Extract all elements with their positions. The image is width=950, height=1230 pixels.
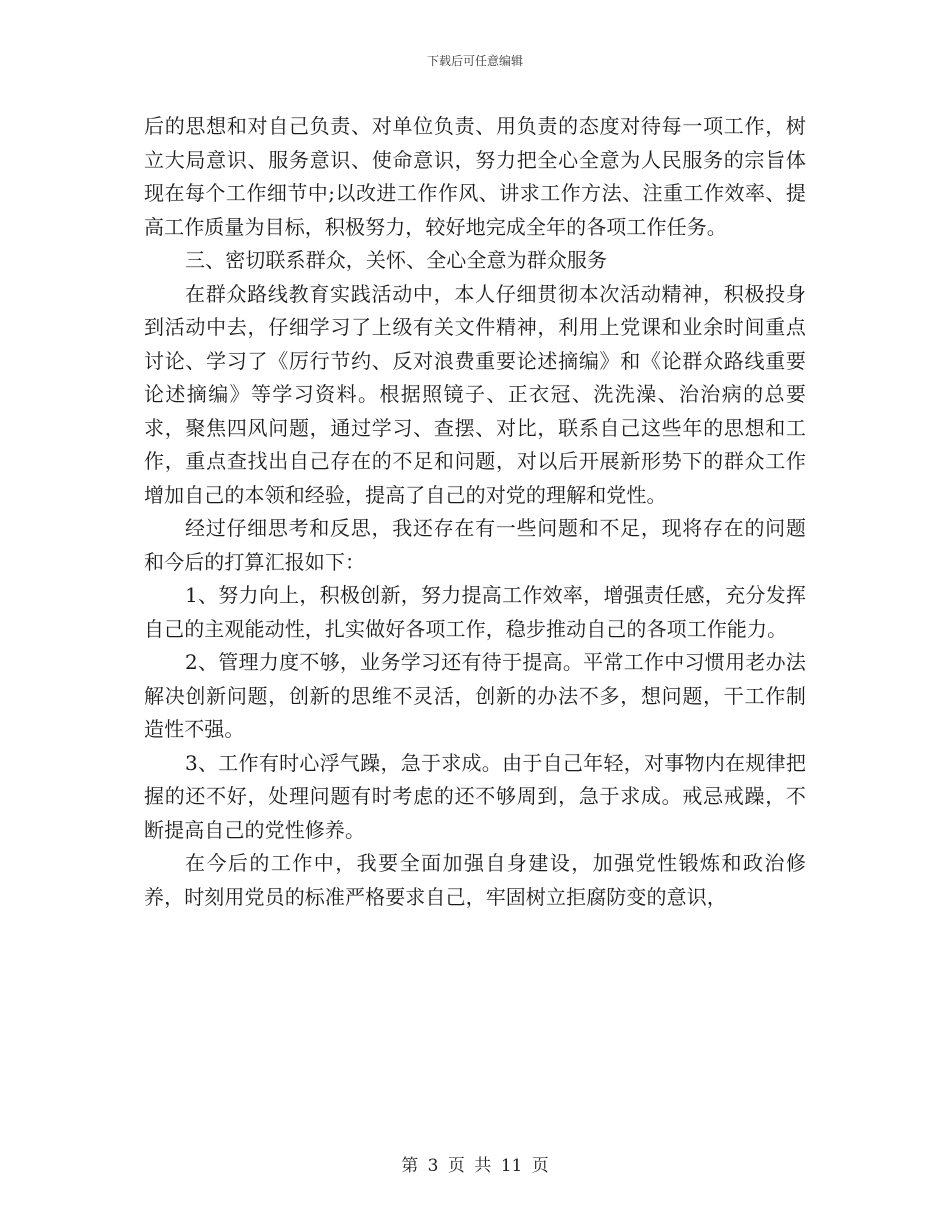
paragraph-future-work: 在今后的工作中，我要全面加强自身建设，加强党性锻炼和政治修养，时刻用党员的标准严格要求自己，牢固树立拒腐防变的意识， [144,851,806,909]
list-item-3: 3、工作有时心浮气躁，急于求成。由于自己年轻，对事物内在规律把握的还不好，处理问题有时考虑的还不够周到，急于求成。戒忌戒躁，不断提高自己的党性修养。 [144,750,806,842]
page-footer: 第 3 页 共 11 页 [401,1156,549,1176]
list-item-1: 1、努力向上，积极创新，努力提高工作效率，增强责任感，充分发挥自己的主观能动性，扎实做好各项工作，稳步推动自己的各项工作能力。 [144,583,806,641]
list-item-2: 2、管理力度不够，业务学习还有待于提高。平常工作中习惯用老办法解决创新问题，创新的思维不灵活，创新的办法不多，想问题，干工作制造性不强。 [144,650,806,741]
paragraph-continuation: 后的思想和对自己负责、对单位负责、用负责的态度对待每一项工作，树立大局意识、服务意识、使命意识，努力把全心全意为人民服务的宗旨体现在每个工作细节中;以改进工作作风、讲求工作方法、注重工作效率、提高工作质量为目标，积极努力，较好地完成全年的各项工作任务。 [144,114,806,239]
paragraph-education-activity: 在群众路线教育实践活动中，本人仔细贯彻本次活动精神，积极投身到活动中去，仔细学习了上级有关文件精神，利用上党课和业余时间重点讨论、学习了《厉行节约、反对浪费重要论述摘编》和《论群众路线重要论述摘编》等学习资料。根据照镜子、正衣冠、洗洗澡、治治病的总要求，聚焦四风问题，通过学习、查摆、对比，联系自己这些年的思想和工作，重点查找出自己存在的不足和问题，对以后开展新形势下的群众工作增加自己的本领和经验，提高了自己的对党的理解和党性。 [144,281,806,507]
document-body [144,110,806,914]
section-heading-three: 三、密切联系群众，关怀、全心全意为群众服务 [185,248,608,272]
paragraph-reflection-intro: 经过仔细思考和反思，我还存在有一些问题和不足，现将存在的问题和今后的打算汇报如下： [144,516,806,574]
page-header: 下载后可任意编辑 [426,54,523,68]
